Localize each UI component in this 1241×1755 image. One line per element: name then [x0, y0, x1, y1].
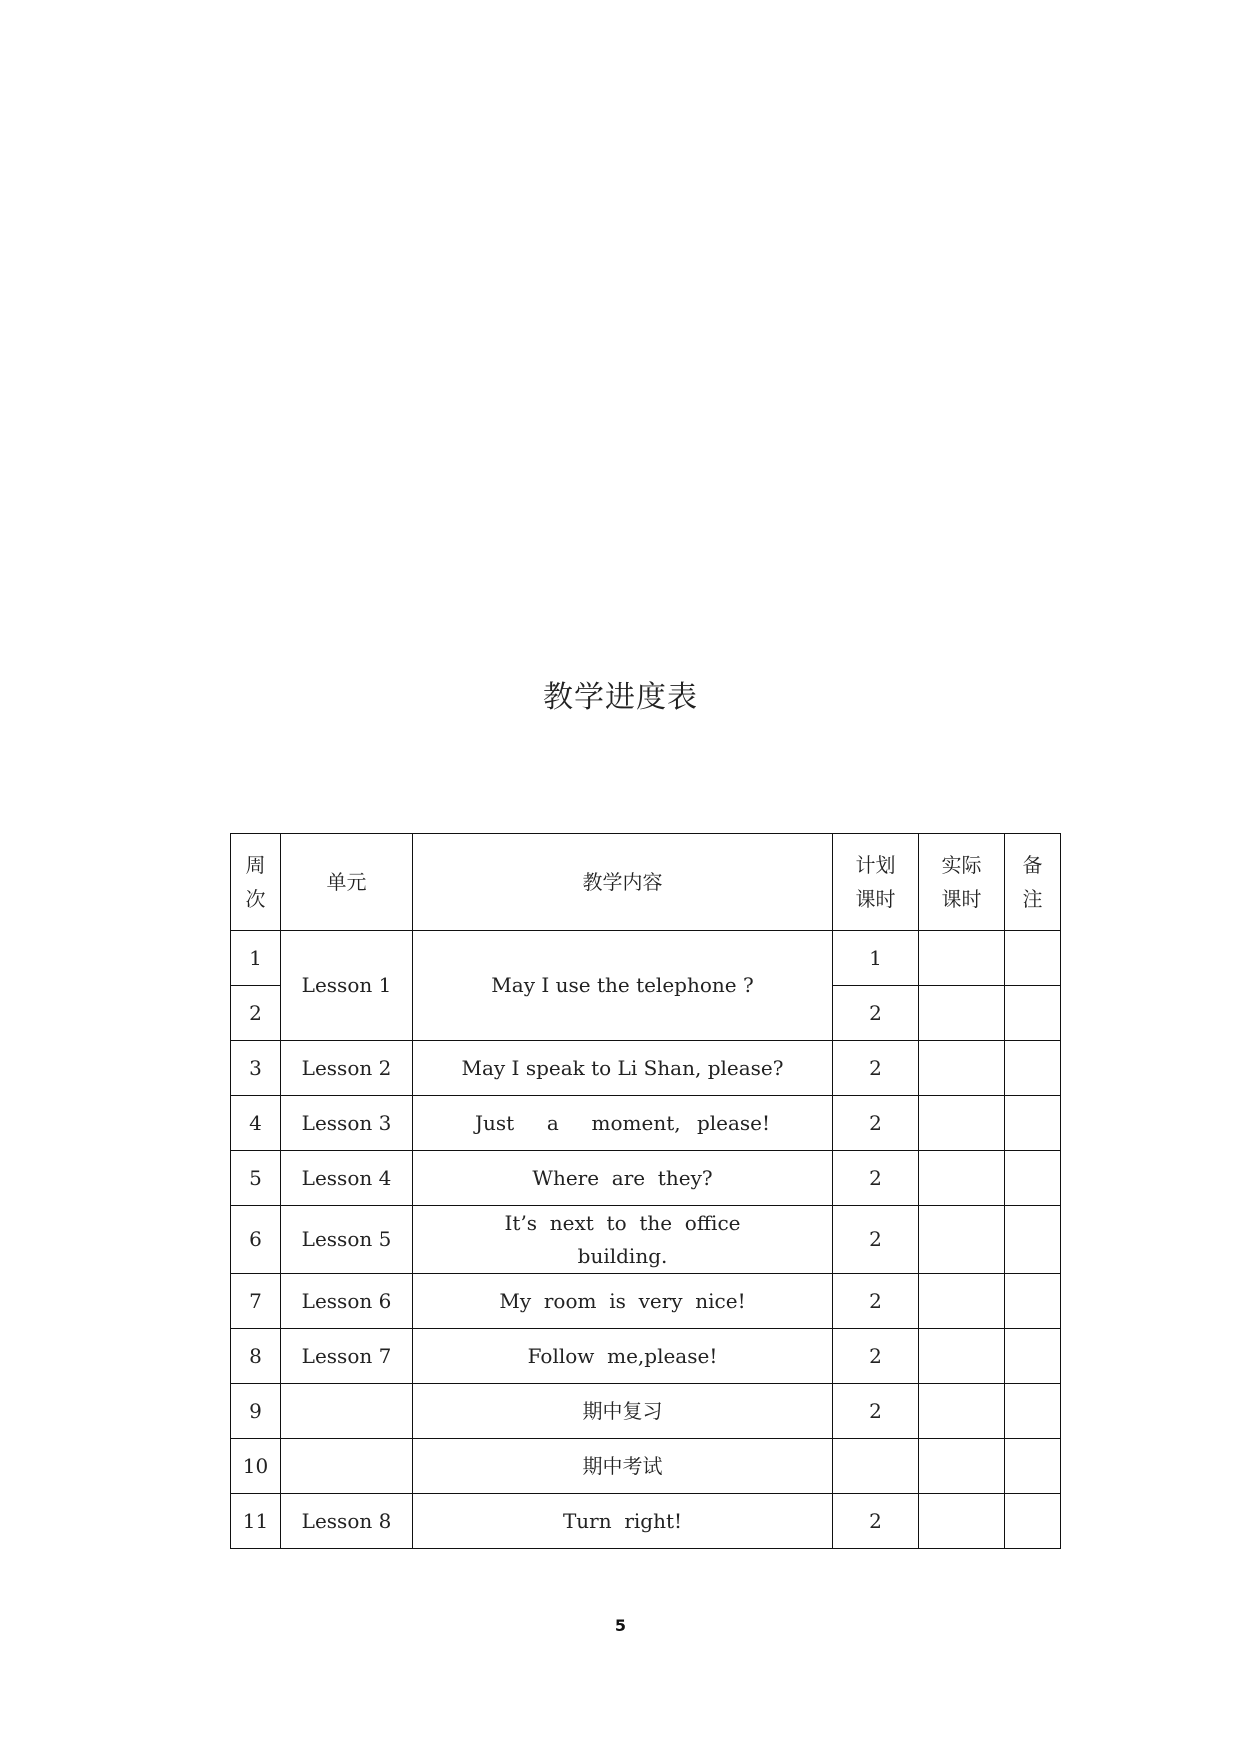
- content-cell: 期中复习: [413, 1384, 833, 1439]
- actual-hours-cell: [919, 1439, 1005, 1494]
- planned-hours-cell: 2: [833, 1096, 919, 1151]
- week-cell: 2: [231, 986, 281, 1041]
- planned-hours-cell: 2: [833, 1274, 919, 1329]
- notes-cell: [1005, 1384, 1061, 1439]
- content-line-2: building.: [577, 1243, 668, 1268]
- unit-cell: Lesson 6: [281, 1274, 413, 1329]
- table-row: [231, 1494, 1061, 1549]
- header-planned-line2: 课时: [855, 887, 896, 911]
- content-cell: My room is very nice!: [413, 1274, 833, 1329]
- notes-cell: [1005, 1329, 1061, 1384]
- header-actual-hours: [919, 834, 1005, 931]
- content-cell: [413, 1206, 833, 1274]
- page-title: 教学进度表: [543, 680, 698, 715]
- planned-hours-cell: [833, 1439, 919, 1494]
- unit-cell: Lesson 1: [281, 931, 413, 1041]
- week-cell: 7: [231, 1274, 281, 1329]
- week-cell: 3: [231, 1041, 281, 1096]
- week-cell: 5: [231, 1151, 281, 1206]
- header-actual-line2: 课时: [941, 887, 982, 911]
- unit-cell: [281, 1439, 413, 1494]
- planned-hours-cell: 2: [833, 1041, 919, 1096]
- unit-cell: Lesson 4: [281, 1151, 413, 1206]
- header-content: 教学内容: [413, 834, 833, 931]
- unit-cell: Lesson 2: [281, 1041, 413, 1096]
- week-cell: 10: [231, 1439, 281, 1494]
- unit-cell: Lesson 7: [281, 1329, 413, 1384]
- table-row: [231, 1041, 1061, 1096]
- table-row: [231, 1151, 1061, 1206]
- actual-hours-cell: [919, 986, 1005, 1041]
- header-notes: [1005, 834, 1061, 931]
- unit-cell: Lesson 5: [281, 1206, 413, 1274]
- header-planned-hours: [833, 834, 919, 931]
- planned-hours-cell: 2: [833, 1384, 919, 1439]
- planned-hours-cell: 2: [833, 986, 919, 1041]
- header-week-line2: 次: [245, 887, 266, 911]
- actual-hours-cell: [919, 1494, 1005, 1549]
- notes-cell: [1005, 1439, 1061, 1494]
- notes-cell: [1005, 931, 1061, 986]
- notes-cell: [1005, 1206, 1061, 1274]
- header-actual-line1: 实际: [941, 853, 982, 877]
- content-cell: May I use the telephone ?: [413, 931, 833, 1041]
- content-cell: Follow me,please!: [413, 1329, 833, 1384]
- content-cell: Just a moment, please!: [413, 1096, 833, 1151]
- table-row: [231, 1329, 1061, 1384]
- actual-hours-cell: [919, 1274, 1005, 1329]
- notes-cell: [1005, 1096, 1061, 1151]
- week-cell: 8: [231, 1329, 281, 1384]
- actual-hours-cell: [919, 1096, 1005, 1151]
- week-cell: 11: [231, 1494, 281, 1549]
- planned-hours-cell: 2: [833, 1151, 919, 1206]
- planned-hours-cell: 1: [833, 931, 919, 986]
- week-cell: 9: [231, 1384, 281, 1439]
- header-week: [231, 834, 281, 931]
- actual-hours-cell: [919, 931, 1005, 986]
- header-planned-line1: 计划: [855, 853, 896, 877]
- header-notes-line1: 备: [1022, 853, 1043, 877]
- content-cell: 期中考试: [413, 1439, 833, 1494]
- week-cell: 4: [231, 1096, 281, 1151]
- content-cell: May I speak to Li Shan, please?: [413, 1041, 833, 1096]
- table-row: [231, 1384, 1061, 1439]
- content-cell: Where are they?: [413, 1151, 833, 1206]
- content-line-1: It’s next to the office: [504, 1210, 741, 1235]
- unit-cell: [281, 1384, 413, 1439]
- table-row: [231, 1439, 1061, 1494]
- table-row: [231, 931, 1061, 986]
- actual-hours-cell: [919, 1329, 1005, 1384]
- header-week-line1: 周: [245, 853, 266, 877]
- actual-hours-cell: [919, 1384, 1005, 1439]
- week-cell: 1: [231, 931, 281, 986]
- actual-hours-cell: [919, 1041, 1005, 1096]
- table-row: [231, 1206, 1061, 1274]
- header-unit: 单元: [281, 834, 413, 931]
- planned-hours-cell: 2: [833, 1329, 919, 1384]
- actual-hours-cell: [919, 1151, 1005, 1206]
- unit-cell: Lesson 8: [281, 1494, 413, 1549]
- header-row: [231, 834, 1061, 931]
- notes-cell: [1005, 1494, 1061, 1549]
- schedule-table: [230, 833, 1061, 1549]
- page-number: 5: [614, 1616, 627, 1635]
- notes-cell: [1005, 1151, 1061, 1206]
- unit-cell: Lesson 3: [281, 1096, 413, 1151]
- table-row: [231, 1096, 1061, 1151]
- table-row: [231, 1274, 1061, 1329]
- planned-hours-cell: 2: [833, 1206, 919, 1274]
- notes-cell: [1005, 986, 1061, 1041]
- planned-hours-cell: 2: [833, 1494, 919, 1549]
- week-cell: 6: [231, 1206, 281, 1274]
- notes-cell: [1005, 1041, 1061, 1096]
- content-cell: Turn right!: [413, 1494, 833, 1549]
- header-notes-line2: 注: [1022, 887, 1043, 911]
- notes-cell: [1005, 1274, 1061, 1329]
- actual-hours-cell: [919, 1206, 1005, 1274]
